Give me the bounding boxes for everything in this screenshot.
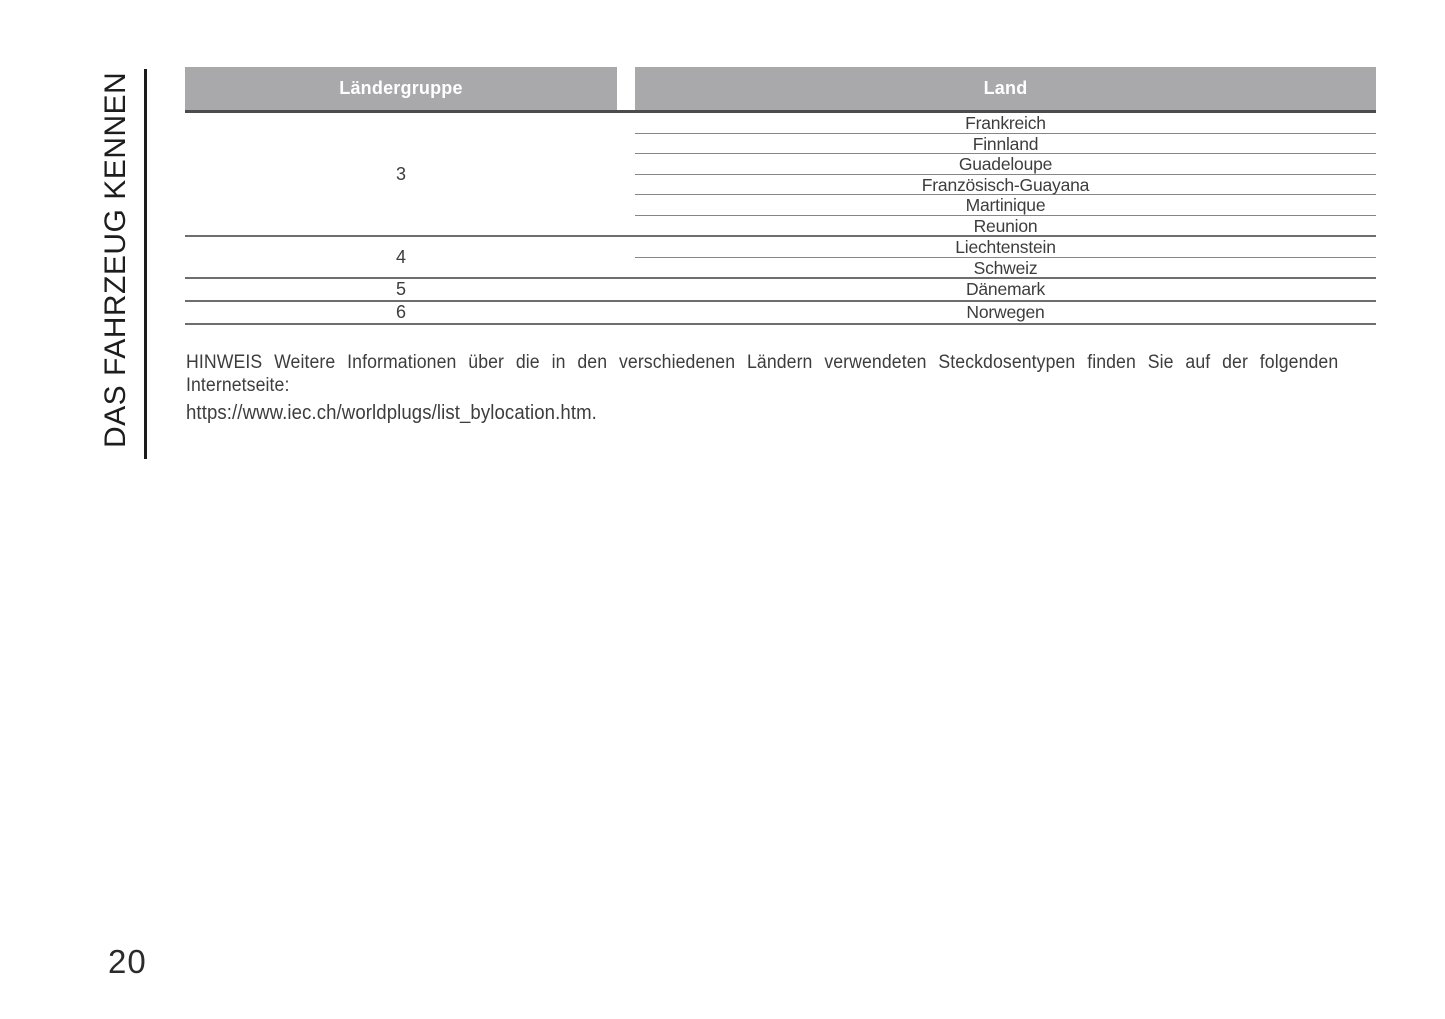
chapter-title-vertical: DAS FAHRZEUG KENNEN [99,71,132,449]
country-groups-table [185,67,1376,325]
country-cell: Reunion [973,215,1038,236]
group-country-list [635,302,1376,323]
page-number: 20 [108,943,147,980]
body-column-gap [617,237,635,277]
country-cell: Dänemark [965,279,1046,299]
group-number: 3 [395,163,406,184]
group-number: 6 [395,302,406,322]
column-header-laendergruppe: Ländergruppe [185,67,617,110]
chapter-divider-line [144,69,147,459]
group-number: 4 [395,246,406,267]
group-number: 5 [395,279,406,299]
country-cell: Schweiz [973,257,1038,278]
country-cell: Finnland [635,134,1376,155]
table-group-row-6 [185,302,1376,325]
body-column-gap [617,302,635,323]
body-column-gap [617,113,635,235]
table-body [185,113,1376,325]
group-country-list [635,237,1376,277]
header-column-gap [617,67,635,110]
note-url: https://www.iec.ch/worldplugs/list_bylocation.htm. [186,402,597,424]
country-cell: Martinique [635,195,1376,216]
country-cell: Französisch-Guayana [635,175,1376,196]
table-header-row [185,67,1376,113]
country-cell: Guadeloupe [635,154,1376,175]
group-country-list [635,113,1376,235]
body-column-gap [617,279,635,300]
country-cell: Frankreich [635,113,1376,134]
table-group-row-3 [185,113,1376,237]
column-header-land: Land [635,67,1376,110]
country-cell: Liechtenstein [635,237,1376,258]
table-group-row-4 [185,237,1376,279]
group-country-list [635,279,1376,300]
table-group-row-5 [185,279,1376,302]
note-paragraph: HINWEIS Weitere Informationen über die in den verschiedenen Ländern verwendeten Steckdosentypen finden Sie auf der folgenden Internetseite: [186,352,1339,396]
country-cell: Norwegen [966,302,1045,322]
